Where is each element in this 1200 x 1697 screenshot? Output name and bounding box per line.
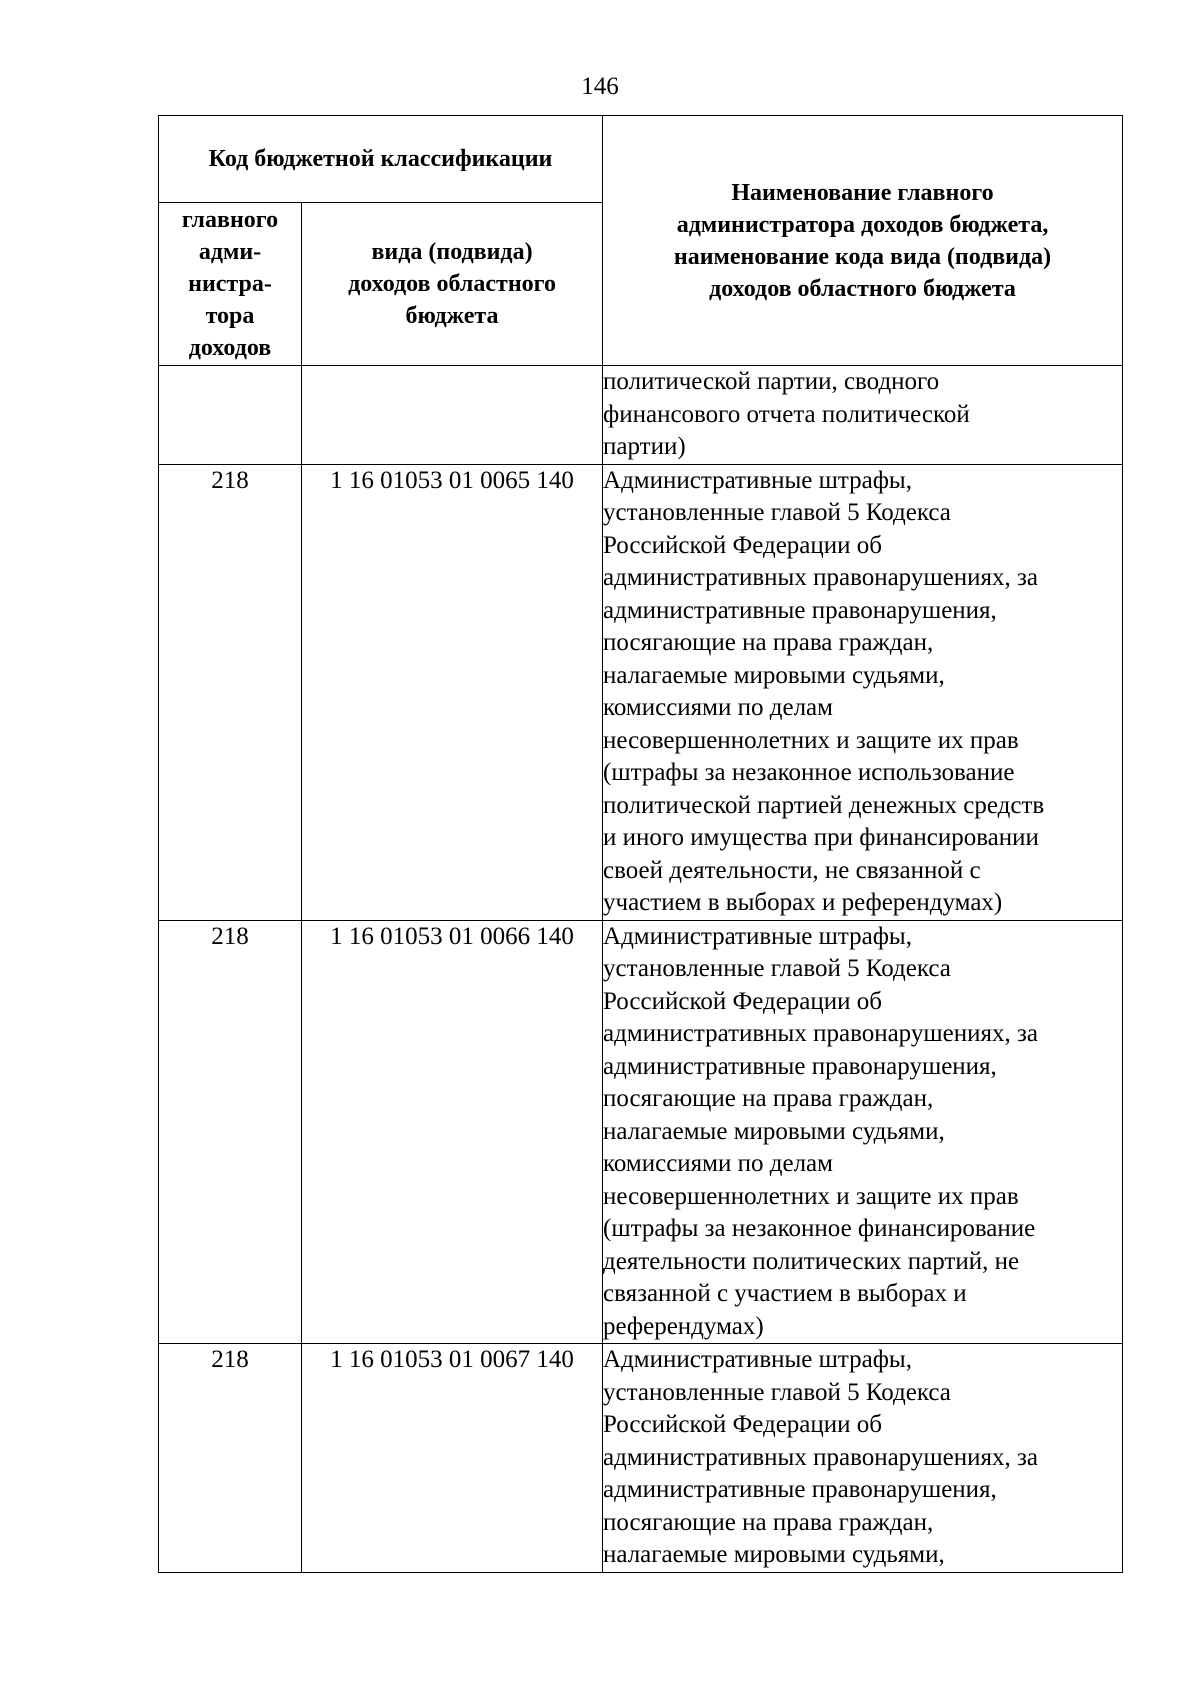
page-number: 146 bbox=[581, 73, 619, 100]
description-line: Административные штрафы, bbox=[603, 922, 912, 950]
table-row bbox=[159, 464, 1123, 920]
description-line: установленные главой 5 Кодекса bbox=[603, 499, 951, 526]
header-administrator-name bbox=[603, 116, 1123, 366]
header-line: адми- bbox=[198, 239, 262, 265]
description-line: посягающие на права граждан, bbox=[603, 1085, 934, 1112]
description-line: административные правонарушения, bbox=[603, 1052, 997, 1080]
description-line: партии) bbox=[603, 433, 686, 460]
description-line: административные правонарушения, bbox=[603, 1476, 997, 1503]
description-line: Административные штрафы, bbox=[603, 1346, 912, 1373]
description-line: Российской Федерации об bbox=[603, 1411, 883, 1438]
header-line: доходов областного bbox=[348, 271, 556, 297]
description-line: налагаемые мировыми судьями, bbox=[603, 661, 945, 689]
description-line: административных правонарушениях, за bbox=[603, 1020, 1038, 1047]
header-line: доходов bbox=[188, 335, 272, 361]
header-budget-classification-code: Код бюджетной классификации bbox=[159, 116, 603, 203]
description-line: административных правонарушениях, за bbox=[603, 1443, 1038, 1471]
header-line: вида (подвида) bbox=[371, 239, 533, 265]
revenue-code-cell: 1 16 01053 01 0065 140 bbox=[302, 464, 603, 920]
description-line: Российской Федерации об bbox=[603, 987, 883, 1015]
description-line: посягающие на права граждан, bbox=[603, 629, 934, 656]
description-line: и иного имущества при финансировании bbox=[603, 824, 1039, 851]
description-line: финансового отчета политической bbox=[603, 400, 970, 428]
administrator-code-cell bbox=[159, 366, 302, 465]
table-row bbox=[159, 366, 1123, 465]
revenue-code-cell: 1 16 01053 01 0067 140 bbox=[302, 1344, 603, 1573]
description-line: Российской Федерации об bbox=[603, 531, 883, 559]
header-line: наименование кода вида (подвида) bbox=[673, 243, 1052, 270]
description-line: деятельности политических партий, не bbox=[603, 1247, 1020, 1275]
description-line: комиссиями по делам bbox=[603, 1150, 833, 1177]
header-revenue-type-code bbox=[302, 203, 603, 366]
revenue-name-cell bbox=[603, 920, 1123, 1344]
table-row bbox=[159, 1344, 1123, 1573]
revenue-name-cell bbox=[603, 366, 1123, 465]
description-line: политической партией денежных средств bbox=[603, 791, 1045, 819]
description-line: своей деятельности, не связанной с bbox=[603, 856, 981, 884]
header-line: главного bbox=[181, 207, 279, 233]
description-line: участием в выборах и референдумах) bbox=[603, 889, 1003, 916]
header-line: тора bbox=[205, 303, 255, 329]
description-line: политической партии, сводного bbox=[603, 368, 940, 395]
description-line: референдумах) bbox=[603, 1312, 764, 1340]
revenue-code-cell bbox=[302, 366, 603, 465]
budget-classification-table bbox=[158, 115, 1123, 1573]
header-line: бюджета bbox=[405, 303, 499, 329]
administrator-code-cell: 218 bbox=[159, 1344, 302, 1573]
header-line: доходов областного бюджета bbox=[709, 275, 1016, 302]
description-line: (штрафы за незаконное финансирование bbox=[603, 1215, 1036, 1242]
description-line: установленные главой 5 Кодекса bbox=[603, 955, 951, 982]
header-main-administrator bbox=[159, 203, 302, 366]
header-line: нистра- bbox=[188, 271, 272, 297]
description-line: несовершеннолетних и защите их прав bbox=[603, 726, 1019, 754]
description-line: налагаемые мировыми судьями, bbox=[603, 1117, 945, 1145]
revenue-name-cell bbox=[603, 464, 1123, 920]
revenue-name-cell bbox=[603, 1344, 1123, 1573]
description-line: налагаемые мировыми судьями, bbox=[603, 1541, 945, 1568]
administrator-code-cell: 218 bbox=[159, 920, 302, 1344]
table-row bbox=[159, 920, 1123, 1344]
administrator-code-cell: 218 bbox=[159, 464, 302, 920]
revenue-code-cell: 1 16 01053 01 0066 140 bbox=[302, 920, 603, 1344]
description-line: (штрафы за незаконное использование bbox=[603, 759, 1015, 786]
description-line: административные правонарушения, bbox=[603, 596, 997, 624]
header-line: администратора доходов бюджета, bbox=[676, 211, 1049, 238]
description-line: несовершеннолетних и защите их прав bbox=[603, 1182, 1019, 1210]
description-line: Административные штрафы, bbox=[603, 466, 912, 494]
description-line: комиссиями по делам bbox=[603, 694, 833, 721]
header-line: Наименование главного bbox=[731, 179, 994, 206]
description-line: административных правонарушениях, за bbox=[603, 564, 1038, 591]
description-line: посягающие на права граждан, bbox=[603, 1508, 934, 1536]
description-line: установленные главой 5 Кодекса bbox=[603, 1378, 951, 1406]
description-line: связанной с участием в выборах и bbox=[603, 1280, 967, 1307]
